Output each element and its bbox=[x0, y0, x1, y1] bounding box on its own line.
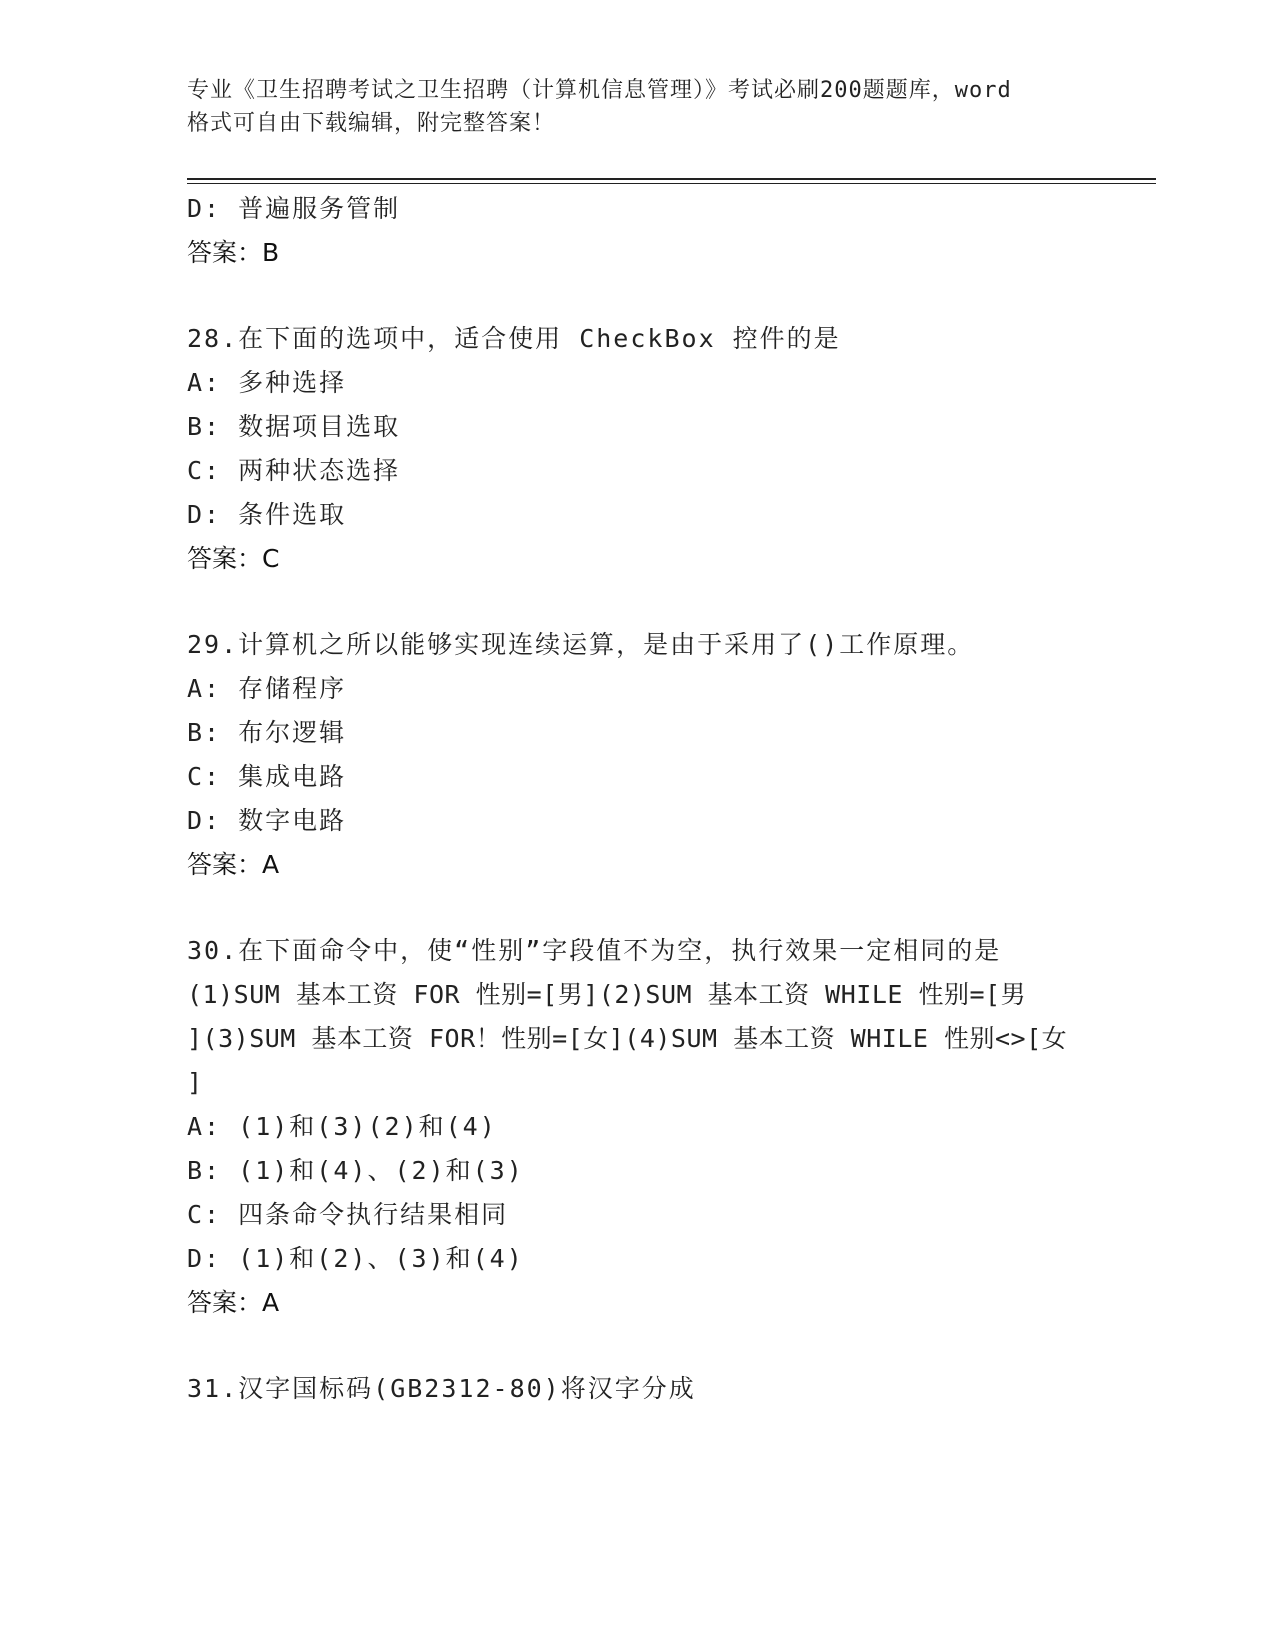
q31-question: 31.汉字国标码(GB2312-80)将汉字分成 bbox=[187, 1374, 696, 1403]
q30-question-line-1: 30.在下面命令中，使“性别”字段值不为空，执行效果一定相同的是 bbox=[187, 936, 1002, 965]
header-line-1: 专业《卫生招聘考试之卫生招聘（计算机信息管理）》考试必刷200题题库，word bbox=[187, 78, 1012, 103]
q28-answer: 答案：C bbox=[187, 544, 280, 573]
q29-option-a: A: 存储程序 bbox=[187, 674, 347, 703]
prev-option-d: D: 普遍服务管制 bbox=[187, 194, 401, 223]
q30-question-line-2: (1)SUM 基本工资 FOR 性别=[男](2)SUM 基本工资 WHILE 性别=[男 bbox=[187, 980, 1027, 1009]
q30-option-c: C: 四条命令执行结果相同 bbox=[187, 1200, 509, 1229]
q29-answer: 答案：A bbox=[187, 850, 280, 879]
q30-option-d: D: (1)和(2)、(3)和(4) bbox=[187, 1244, 524, 1273]
header-divider-thin bbox=[187, 183, 1156, 184]
document-header bbox=[187, 74, 1087, 140]
q28-question: 28.在下面的选项中，适合使用 CheckBox 控件的是 bbox=[187, 324, 841, 353]
q29-option-d: D: 数字电路 bbox=[187, 806, 347, 835]
q29-option-b: B: 布尔逻辑 bbox=[187, 718, 347, 747]
q30-question-line-4: ] bbox=[187, 1068, 205, 1097]
q28-option-c: C: 两种状态选择 bbox=[187, 456, 401, 485]
q29-question: 29.计算机之所以能够实现连续运算，是由于采用了()工作原理。 bbox=[187, 630, 975, 659]
q30-option-b: B: (1)和(4)、(2)和(3) bbox=[187, 1156, 524, 1185]
q30-question-line-3: ](3)SUM 基本工资 FOR！性别=[女](4)SUM 基本工资 WHILE 性别<>[女 bbox=[187, 1024, 1068, 1053]
q28-option-a: A: 多种选择 bbox=[187, 368, 347, 397]
prev-answer: 答案：B bbox=[187, 238, 280, 267]
header-divider-thick bbox=[187, 178, 1156, 180]
q28-option-b: B: 数据项目选取 bbox=[187, 412, 401, 441]
q29-option-c: C: 集成电路 bbox=[187, 762, 347, 791]
header-line-2: 格式可自由下载编辑，附完整答案！ bbox=[187, 111, 556, 136]
q30-answer: 答案：A bbox=[187, 1288, 280, 1317]
q30-option-a: A: (1)和(3)(2)和(4) bbox=[187, 1112, 497, 1141]
q28-option-d: D: 条件选取 bbox=[187, 500, 347, 529]
